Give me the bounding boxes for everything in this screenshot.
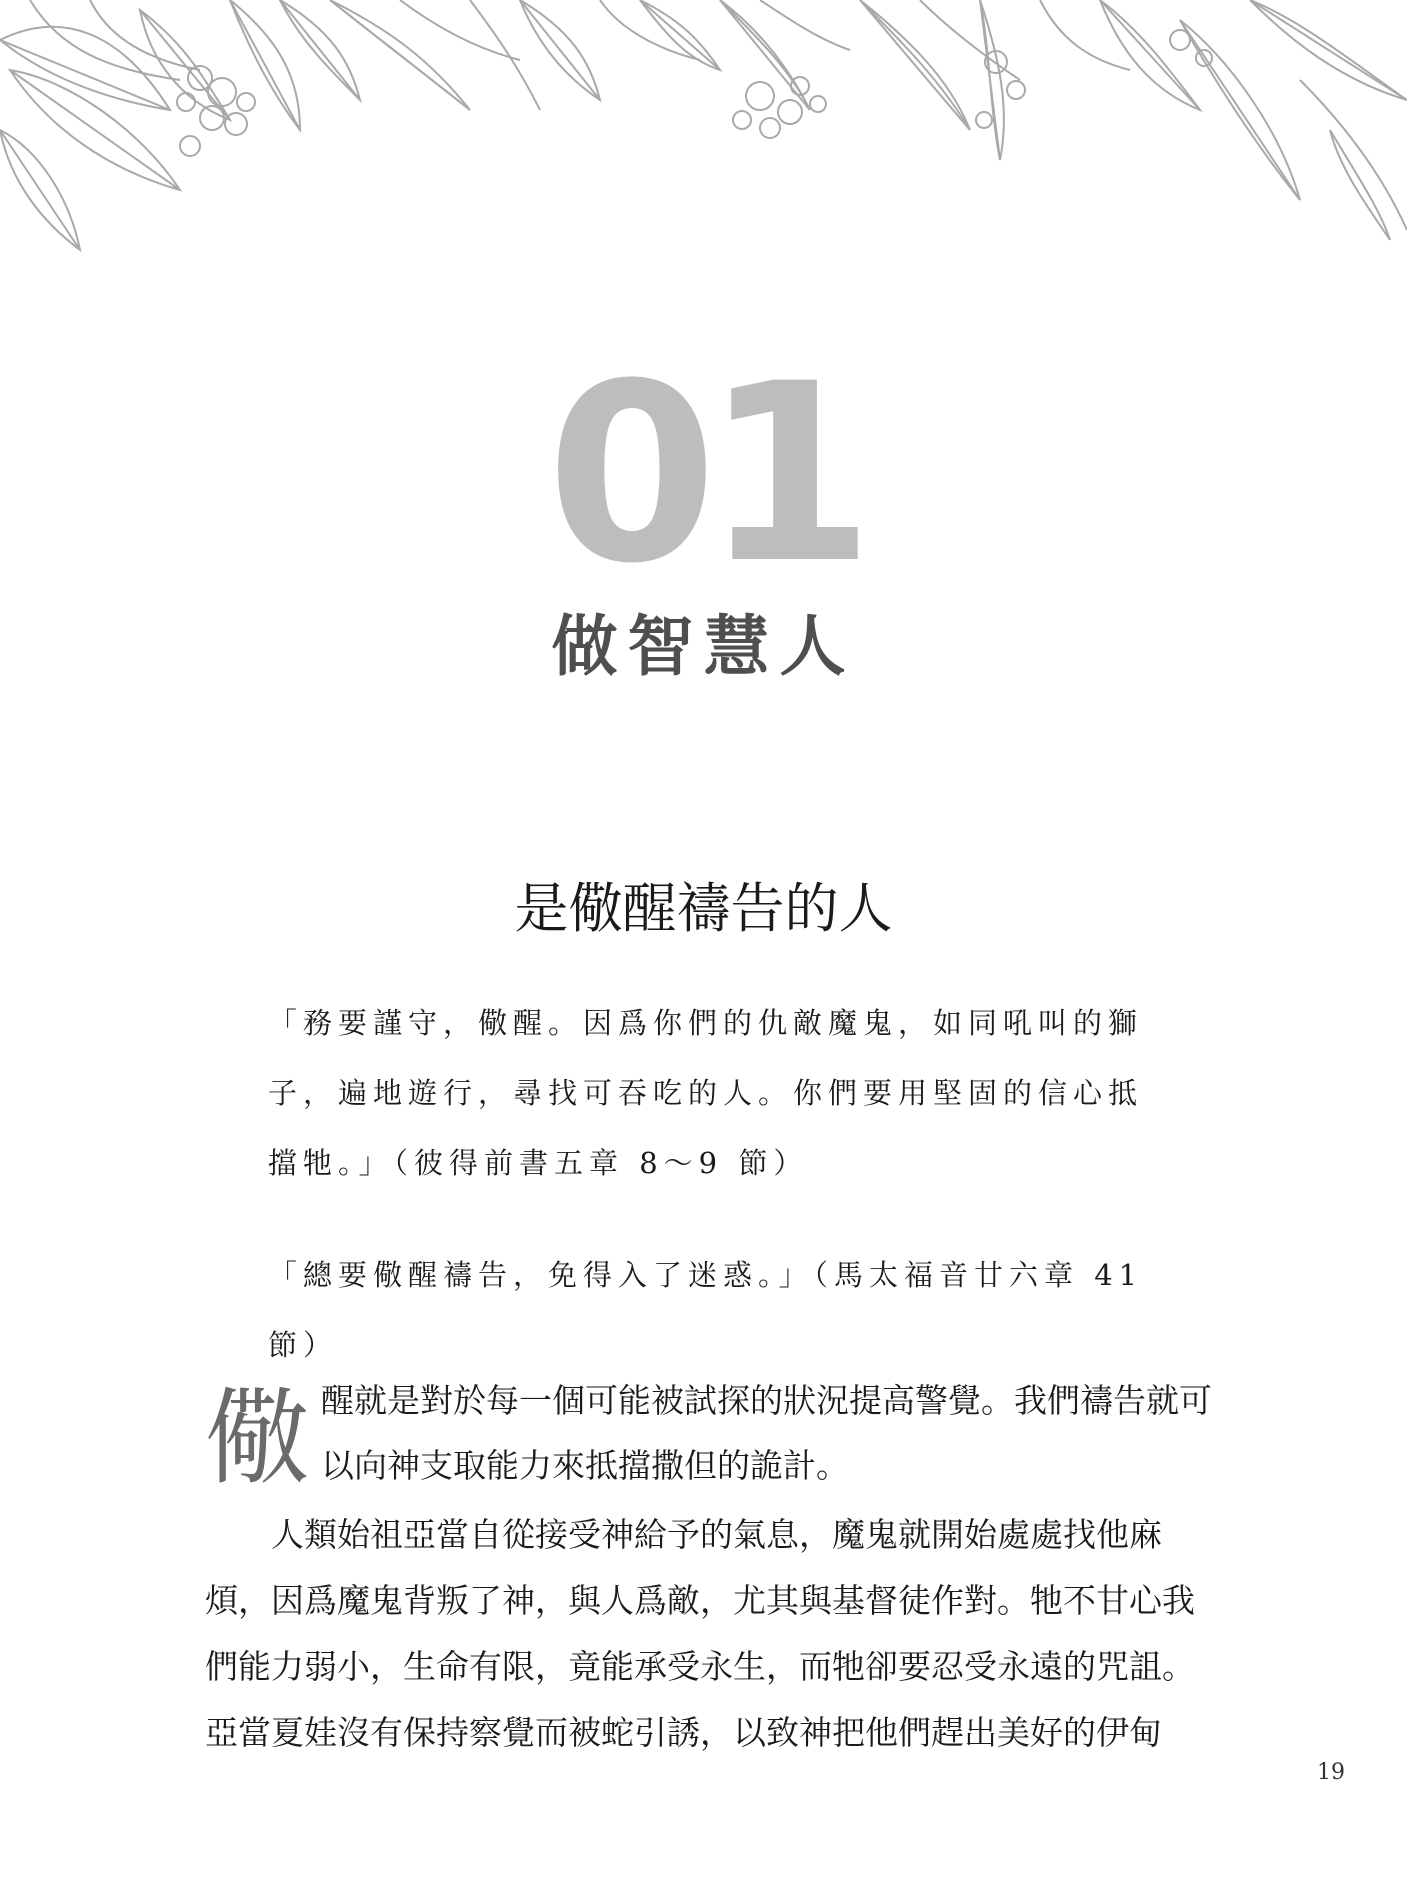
drop-cap: 儆 — [205, 1377, 310, 1499]
foliage-decoration — [0, 0, 1407, 270]
scripture-quote: 「務要謹守，儆醒。因爲你們的仇敵魔鬼，如同吼叫的獅子，遍地遊行，尋找可吞吃的人。你們要用堅固的信心抵擋牠。」（彼得前書五章 8～9 節） — [268, 1006, 1144, 1180]
leaf-cluster-left-icon — [0, 0, 360, 250]
body-paragraph: 人類始祖亞當自從接受神給予的氣息，魔鬼就開始處處找他麻煩，因爲魔鬼背叛了神，與人爲敵，尤其與基督徒作對。牠不甘心我們能力弱小，生命有限，竟能承受永生，而牠卻要忍受永遠的咒詛。亞當夏娃沒有保持察覺而被蛇引誘，以致神把他們趕出美好的伊甸 — [205, 1515, 1195, 1752]
body-paragraph-text: 醒就是對於每一個可能被試探的狀況提高警覺。我們禱告就可以向神支取能力來抵擋撒但的詭計。 — [321, 1381, 1213, 1485]
section-title: 是儆醒禱告的人 — [514, 877, 893, 940]
leaf-cluster-right-icon — [860, 0, 1407, 240]
chapter-title: 做智慧人 — [551, 608, 856, 685]
leaf-cluster-middle-icon — [330, 0, 850, 110]
page-number: 19 — [1317, 1760, 1345, 1785]
chapter-number: 01 — [546, 332, 861, 618]
body-paragraph — [205, 1368, 1215, 1498]
scripture-quote: 「總要儆醒禱告，免得入了迷惑。」（馬太福音廿六章 41 節） — [268, 1258, 1144, 1362]
berry-cluster-middle-icon — [733, 77, 826, 138]
berry-cluster-left-icon — [177, 66, 255, 156]
